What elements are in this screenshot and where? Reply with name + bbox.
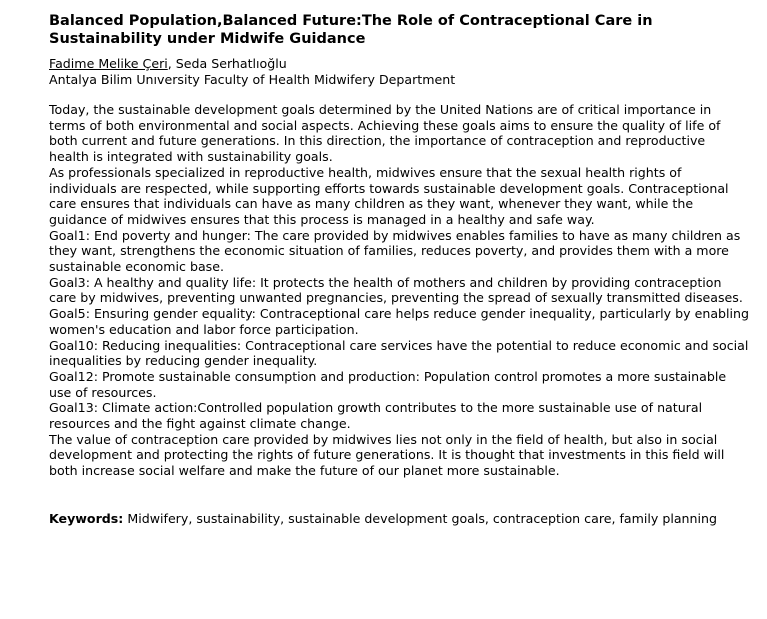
affiliation: Antalya Bilim Unıversity Faculty of Health Midwifery Department [49,72,456,87]
keywords-label: Keywords: [49,510,124,526]
paragraph-intro: Today, the sustainable development goals determined by the United Nations are of critical importance in terms of both environmental and social aspects. Achieving these goals aims to ensure the quality of life of both current and future generations. In this direction, the importance of contraception and reproductive health is integrated with sustainability goals. [49,102,721,165]
author-separator: , [167,56,176,71]
paragraph-goal10: Goal10: Reducing inequalities: Contraceptional care services have the potential to reduce economic and social inequalities by reducing gender inequality. [49,337,749,369]
paper-title: Balanced Population,Balanced Future:The Role of Contraceptional Care in Sustainability under Midwife Guidance [49,13,653,47]
paragraph-midwives: As professionals specialized in reproductive health, midwives ensure that the sexual health rights of individuals are respected, while supporting efforts towards sustainable development goals. Contraceptional care ensures that individuals can have as many children as they want, whenever they want, while the guidance of midwives ensures that this process is managed in a healthy and safe way. [49,164,729,227]
keywords-line [49,511,749,527]
abstract-page [49,12,749,527]
co-author: Seda Serhatlıoğlu [175,56,287,71]
paragraph-goal3: Goal3: A healthy and quality life: It protects the health of mothers and children by providing contraception care by midwives, preventing unwanted pregnancies, preventing the spread of sexually transmitted diseases. [49,274,743,306]
abstract-body [49,102,749,479]
paragraph-goal5: Goal5: Ensuring gender equality: Contraceptional care helps reduce gender inequality, particularly by enabling women's education and labor force participation. [49,306,749,337]
paragraph-goal1: Goal1: End poverty and hunger: The care provided by midwives enables families to have as many children as they want, strengthens the economic situation of families, reduces poverty, and provides them with a more sustainable economic base. [49,227,741,275]
paragraph-goal13: Goal13: Climate action:Controlled population growth contributes to the more sustainable use of natural resources and the fight against climate change. [49,400,703,432]
author-line [49,56,749,72]
paragraph-goal12: Goal12: Promote sustainable consumption and production: Population control promotes a more sustainable use of resources. [49,368,727,400]
keywords-text: Midwifery, sustainability, sustainable development goals, contraception care, family planning [123,510,717,526]
paragraph-conclusion: The value of contraception care provided by midwives lies not only in the field of health, but also in social development and protecting the rights of future generations. It is thought that investments in this field will both increase social welfare and make the future of our planet more sustainable. [49,431,725,479]
presenting-author: Fadime Melike Çeri [49,56,168,71]
